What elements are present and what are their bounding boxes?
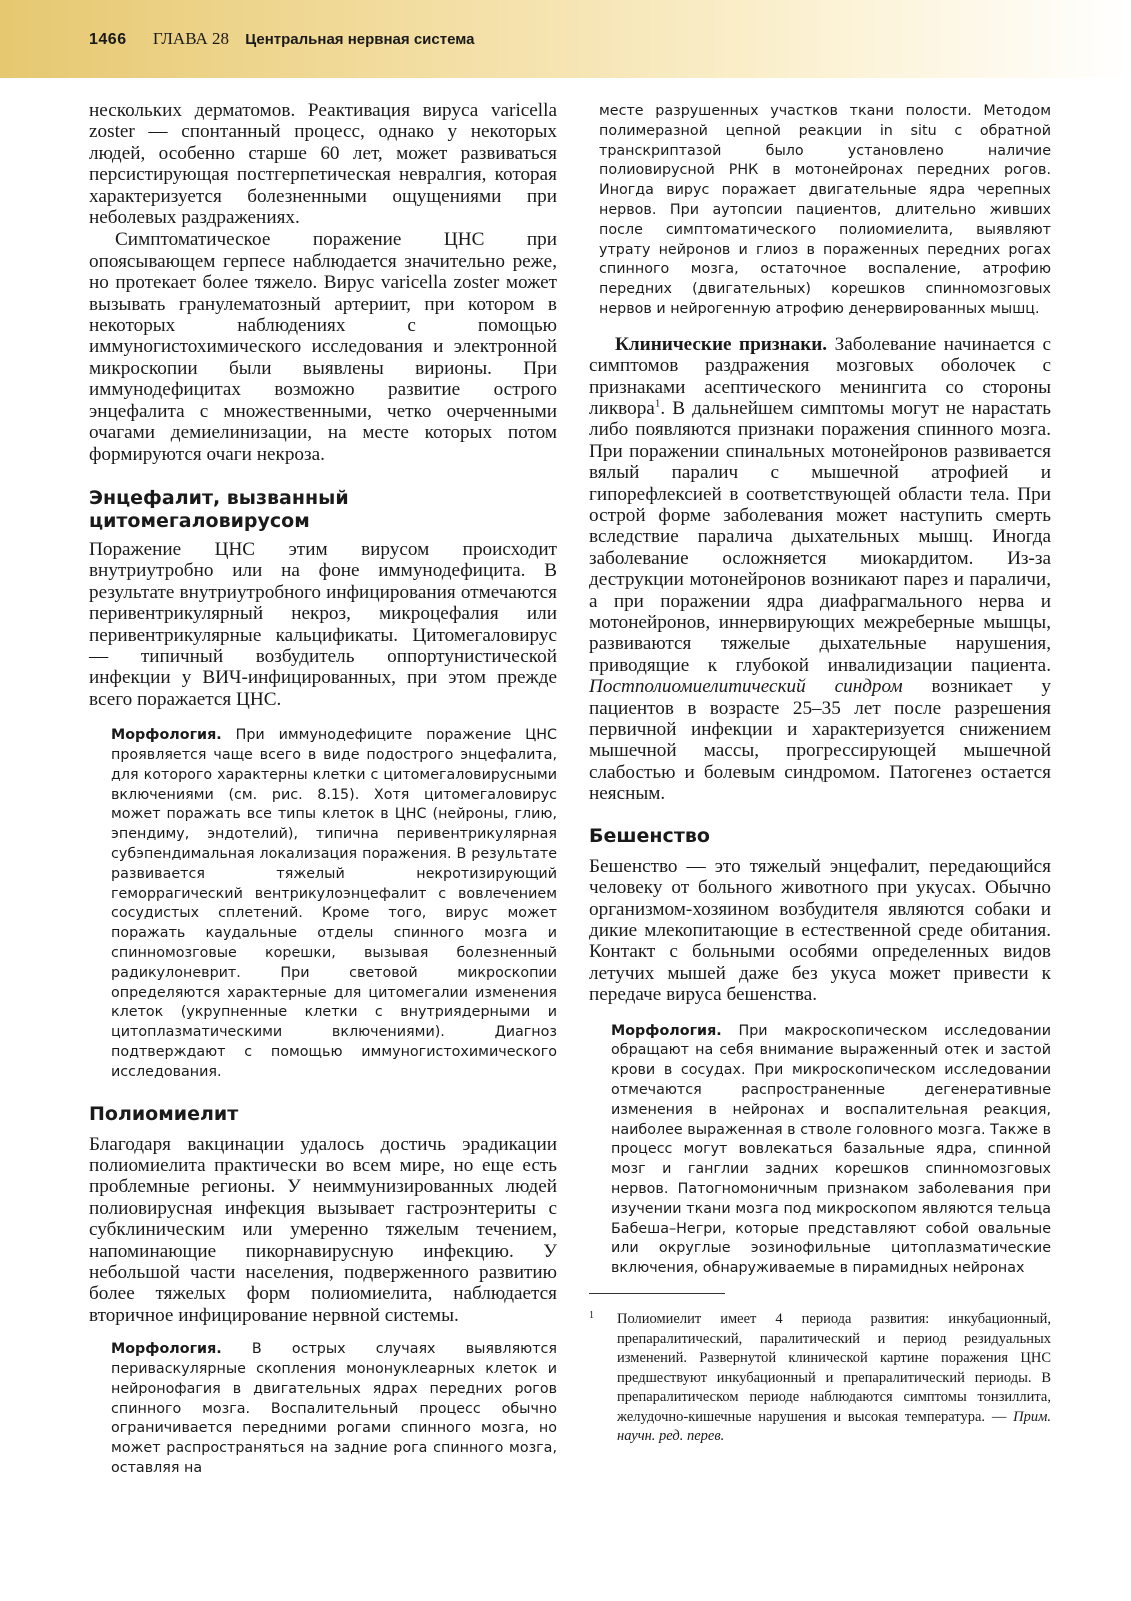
morphology-text: В острых случаях выявляются периваскулярные скопления мононуклеарных клеток и нейронофагия в двигательных ядрах передних рогов спинного мозга. Воспалительный процесс обычно ограничивается передними рогами спинного мозга, но может распространяться на задние рога спинного мозга, оставляя на [111, 1341, 557, 1476]
morphology-text: При макроскопическом исследовании обращают на себя внимание выраженный отек и застой крови в сосудах. При микроскопическом исследовании отмечаются распространенные дегенеративные изменения в нейронах и воспалительная реакция, наиболее выраженная в стволе головного мозга. Также в процесс могут вовлекаться базальные ядра, спинной мозг и ганглии задних корешков спинномозговых нервов. Патогномоничным признаком заболевания при изучении ткани мозга под микроскопом являются тельца Бабеша–Негри, которые представляют собой овальные или округлые эозинофильные цитоплазматические включения, обнаруживаемые в пирамидных нейронах [611, 1022, 1051, 1277]
morphology-text: При иммунодефиците поражение ЦНС проявляется чаще всего в виде подострого энцефалита, для которого характерны клетки с цитомегаловирусными включениями (см. рис. 8.15). Хотя цитомегаловирус может поражать все типы клеток в ЦНС (нейроны, глию, эпендиму, эндотелий), типична перивентрикулярная субэпендимальная локализация поражения. В результате развивается тяжелый некротизирующий геморрагический вентрикулоэнцефалит с вовлечением сосудистых сплетений. Кроме того, вирус может поражать каудальные отделы спинного мозга и спинномозговые корешки, вызывая болезненный радикулоневрит. При световой микроскопии определяются характерные для цитомегалии изменения клеток (укрупненные клетки с внутриядерными и цитоплазматическими включениями). Диагноз подтверждают с помощью иммуногистохимического исследования. [111, 727, 557, 1080]
morphology-cmv [89, 726, 557, 1082]
morphology-label: Морфология. [111, 727, 222, 744]
running-head [89, 28, 474, 51]
footnote-attribution: Прим. научн. ред. перев. [617, 1408, 1051, 1445]
heading-line-1: Энцефалит, вызванный [89, 486, 349, 509]
section-heading-rabies: Бешенство [589, 824, 710, 847]
paragraph-clinical [589, 334, 1051, 805]
footnote-text: Полиомиелит имеет 4 периода развития: инкубационный, препаралитический, паралитический и период резидуальных изменений. Развернутой клинической картине поражения ЦНС предшествуют инкубационный и препаралитический периоды. В препаралитическом периоде наблюдаются симптомы тонзиллита, желудочно-кишечные нарушения и высокая температура. — [617, 1310, 1051, 1425]
section-heading-polio: Полиомиелит [89, 1102, 239, 1125]
clinical-text: . В дальнейшем симптомы могут не нарастать либо появляются признаки поражения спинного мозга. При поражении спинальных мотонейронов развивается вялый паралич с мышечной атрофией и гипорефлексией в соответствующей области тела. При острой форме заболевания может наступить смерть вследствие паралича дыхательных мышц. Иногда заболевание осложняется миокардитом. Из-за деструкции мотонейронов возникают парез и параличи, а при поражении ядра диафрагмального нерва и мотонейронов, иннервирующих межреберные мышцы, развиваются тяжелые дыхательные нарушения, приводящие к глубокой инвалидизации пациента. [589, 397, 1051, 676]
section-heading-cmv [89, 487, 557, 533]
footnote [589, 1310, 1051, 1447]
paragraph-cmv: Поражение ЦНС этим вирусом происходит внутриутробно или на фоне иммунодефицита. В результате внутриутробного инфицирования отмечаются перивентрикулярный некроз, микроцефалия или перивентрикулярные кальцификаты. Цитомегаловирус — типичный возбудитель оппортунистической инфекции у ВИЧ-инфицированных, при этом прежде всего поражается ЦНС. [89, 538, 557, 710]
page-header [0, 0, 1131, 78]
paragraph-rabies: Бешенство — это тяжелый энцефалит, передающийся человеку от больного животного при укусах. Обычно организмом-хозяином возбудителя являются собаки и дикие млекопитающие в естественной среде обитания. Контакт с больными особями определенных видов летучих мышей даже без укуса может привести к передаче вируса бешенства. [589, 855, 1051, 1006]
left-column [89, 100, 557, 1479]
paragraph-polio: Благодаря вакцинации удалось достичь эрадикации полиомиелита практически во всем мире, но еще есть проблемные регионы. У неиммунизированных людей полиовирусная инфекция вызывает гастроэнтериты с субклиническим или умеренно тяжелым течением, напоминающие пикорнавирусную инфекцию. У небольшой части населения, подверженного развитию более тяжелых форм полиомиелита, наблюдается вторичное инфицирование нервной системы. [89, 1133, 557, 1326]
right-column [589, 102, 1051, 1447]
footnote-ref: 1 [654, 397, 661, 410]
footnote-mark: 1 [589, 1309, 594, 1321]
paragraph-zoster-cns: Симптоматическое поражение ЦНС при опоясывающем герпесе наблюдается значительно реже, но протекает более тяжело. Вирус varicella zoster может вызывать гранулематозный артериит, при котором в некоторых наблюдениях с помощью иммуногистохимического исследования и электронной микроскопии были выявлены вирионы. При иммунодефицитах возможно развитие острого энцефалита с множественными, четко очерченными очагами демиелинизации, на месте которых потом формируются очаги некроза. [89, 229, 557, 465]
morphology-polio-cont: месте разрушенных участков ткани полости. Методом полимеразной цепной реакции in situ с обратной транскриптазой было установлено наличие полиовирусной РНК в мотонейронах передних рогов. Иногда вирус поражает двигательные ядра черепных нервов. При аутопсии пациентов, длительно живших после симптоматического полиомиелита, выявляют утрату нейронов и глиоз в пораженных передних рогах спинного мозга, остаточное воспаление, атрофию передних (двигательных) корешков спинномозговых нервов и нейрогенную атрофию денервированных мышц. [599, 103, 1051, 317]
clinical-text: возникает у пациентов в возрасте 25–35 лет после разрешения первичной инфекции и характеризуется снижением мышечной массы, прогрессирующей мышечной слабостью и болевым синдромом. Патогенез остается неясным. [589, 676, 1051, 805]
clinical-term: Постполиомиелитический синдром [589, 676, 903, 698]
footnote-rule [589, 1293, 725, 1294]
clinical-text: Заболевание начинается с симптомов раздражения мозговых оболочек с признаками асептического менингита со стороны ликвора [589, 333, 1051, 419]
page-number: 1466 [89, 31, 127, 48]
morphology-label: Морфология. [611, 1022, 722, 1039]
morphology-label: Морфология. [111, 1341, 222, 1358]
clinical-label: Клинические признаки. [615, 333, 828, 355]
chapter-number: ГЛАВА 28 [152, 29, 229, 48]
paragraph-zoster-cont: нескольких дерматомов. Реактивация вируса varicella zoster — спонтанный процесс, однако у некоторых людей, особенно старше 60 лет, может развиваться персистирующая постгерпетическая невралгия, которая характеризуется болезненными ощущениями при неболевых раздражениях. [89, 100, 557, 229]
morphology-rabies [589, 1022, 1051, 1279]
morphology-polio [89, 1340, 557, 1479]
heading-line-2: цитомегаловирусом [89, 509, 310, 532]
chapter-title: Центральная нервная система [245, 31, 475, 48]
